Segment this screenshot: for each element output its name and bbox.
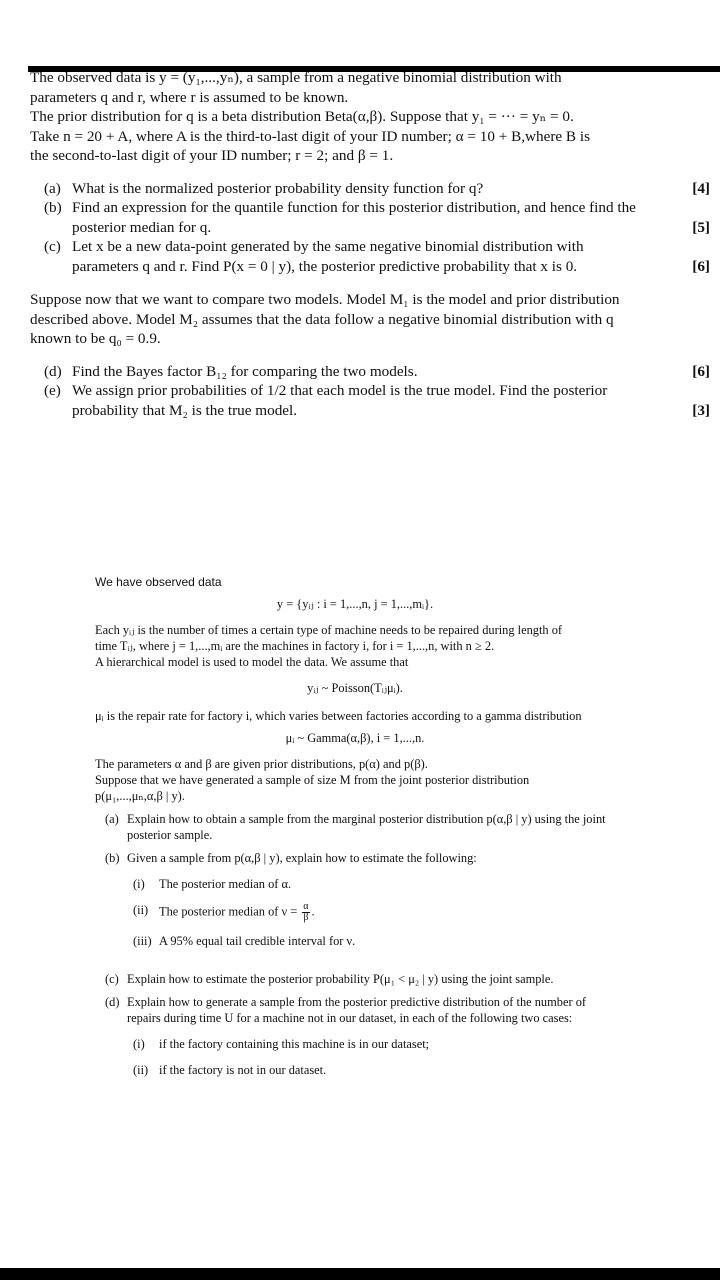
equation-data: y = {yᵢⱼ : i = 1,...,n, j = 1,...,mᵢ}. [276, 597, 434, 611]
equation-poisson: yᵢⱼ ~ Poisson(Tᵢⱼμᵢ). [307, 681, 403, 695]
item-b [95, 850, 615, 866]
subitem-b-iii [95, 933, 615, 949]
desc-line: p(μ₁,...,μₙ,α,β | y). [95, 789, 185, 803]
intro-line: The observed data is y = (y₁,...,yₙ), a sample from a negative binomial distribution with [30, 69, 562, 86]
desc-line: Suppose that we have generated a sample of size M from the joint posterior distribution [95, 773, 530, 787]
problem-2-heading: We have observed data [95, 575, 222, 589]
question-label: (d) [44, 362, 62, 380]
item-d [95, 994, 615, 1026]
question-label: (a) [44, 179, 61, 197]
question-d [30, 362, 710, 382]
item-label: (b) [105, 851, 120, 865]
subitem-label: (iii) [133, 934, 152, 948]
desc-line: Each yᵢⱼ is the number of times a certain type of machine needs to be repaired during length of [95, 623, 563, 637]
subitem-label: (i) [133, 877, 145, 891]
fraction-denominator: β [303, 912, 309, 923]
subitem-b-ii [95, 902, 615, 923]
intro-line: parameters q and r, where r is assumed to be known. [30, 88, 349, 106]
fraction-numerator: α [303, 901, 309, 912]
subitem-d-ii [95, 1062, 615, 1078]
subitem-text: if the factory containing this machine is in our dataset; [159, 1037, 430, 1051]
subitem-text: The posterior median of α. [159, 877, 292, 891]
desc-line: time Tᵢⱼ, where j = 1,...,mᵢ are the machines in factory i, for i = 1,...,n, with n ≥ 2. [95, 639, 495, 653]
bottom-bar [0, 1268, 720, 1280]
item-text: Given a sample from p(α,β | y), explain how to estimate the following: [127, 851, 477, 865]
subitem-text: The posterior median of ν = [159, 904, 298, 919]
problem-2 [95, 574, 615, 1078]
subitem-tail: . [311, 904, 315, 919]
question-text: We assign prior probabilities of 1/2 that each model is the true model. Find the posterior probability that M₂ is the true model. [72, 382, 608, 419]
question-text: Find an expression for the quantile function for this posterior distribution, and hence find the posterior median for q. [72, 199, 636, 236]
top-blank-area [0, 0, 720, 66]
subitem-text: if the factory is not in our dataset. [159, 1063, 327, 1077]
subitem-label: (i) [133, 1037, 145, 1051]
item-text: Explain how to estimate the posterior probability P(μ₁ < μ₂ | y) using the joint sample. [127, 972, 554, 986]
question-text: What is the normalized posterior probability density function for q? [72, 179, 484, 197]
intro-line: the second-to-last digit of your ID number; r = 2; and β = 1. [30, 147, 394, 164]
question-b [30, 198, 710, 237]
desc-line: The parameters α and β are given prior distributions, p(α) and p(β). [95, 757, 428, 771]
problem-1 [30, 68, 710, 420]
item-text: Explain how to obtain a sample from the marginal posterior distribution p(α,β | y) using the joint posterior sample. [127, 812, 606, 842]
intro-line: The prior distribution for q is a beta distribution Beta(α,β). Suppose that y₁ = ··· = yₙ = 0. [30, 108, 574, 125]
models-intro: Suppose now that we want to compare two models. Model M₁ is the model and prior distribution described above. Model M₂ assumes that the data follow a negative binomial distribution with q known to be q₀ = 0.9. [30, 291, 620, 347]
question-label: (c) [44, 238, 61, 255]
item-a [95, 811, 615, 843]
question-text: Let x be a new data-point generated by the same negative binomial distribution with parameters q and r. Find P(x = 0 | y), the posterior predictive probability that x is 0. [72, 238, 584, 275]
question-e [30, 381, 710, 420]
desc-gamma: μᵢ is the repair rate for factory i, which varies between factories according to a gamma distribution [95, 709, 582, 723]
item-label: (a) [105, 812, 119, 826]
subitem-d-i [95, 1036, 615, 1052]
item-label: (c) [105, 972, 119, 986]
fraction-alpha-over-beta [302, 902, 309, 923]
marks: [5] [692, 218, 710, 236]
subitem-label: (ii) [133, 903, 149, 917]
question-label: (e) [44, 382, 61, 399]
question-c [30, 237, 710, 276]
item-text: Explain how to generate a sample from the posterior predictive distribution of the number of repairs during time U for a machine not in our dataset, in each of the following two cases: [127, 995, 587, 1025]
equation-gamma: μᵢ ~ Gamma(α,β), i = 1,...,n. [285, 731, 425, 745]
question-a [30, 179, 710, 199]
subitem-label: (ii) [133, 1063, 149, 1077]
subitem-b-i [95, 876, 615, 892]
marks: [3] [692, 401, 710, 419]
question-label: (b) [44, 199, 62, 216]
intro-line: Take n = 20 + A, where A is the third-to-last digit of your ID number; α = 10 + B,where B is [30, 127, 590, 145]
item-label: (d) [105, 995, 120, 1009]
marks: [6] [692, 362, 710, 380]
subitem-text: A 95% equal tail credible interval for ν. [159, 934, 356, 948]
item-c [95, 971, 615, 987]
question-text: Find the Bayes factor B₁₂ for comparing the two models. [72, 362, 418, 380]
marks: [6] [692, 257, 710, 275]
desc-line: A hierarchical model is used to model the data. We assume that [95, 655, 409, 669]
marks: [4] [692, 179, 710, 197]
